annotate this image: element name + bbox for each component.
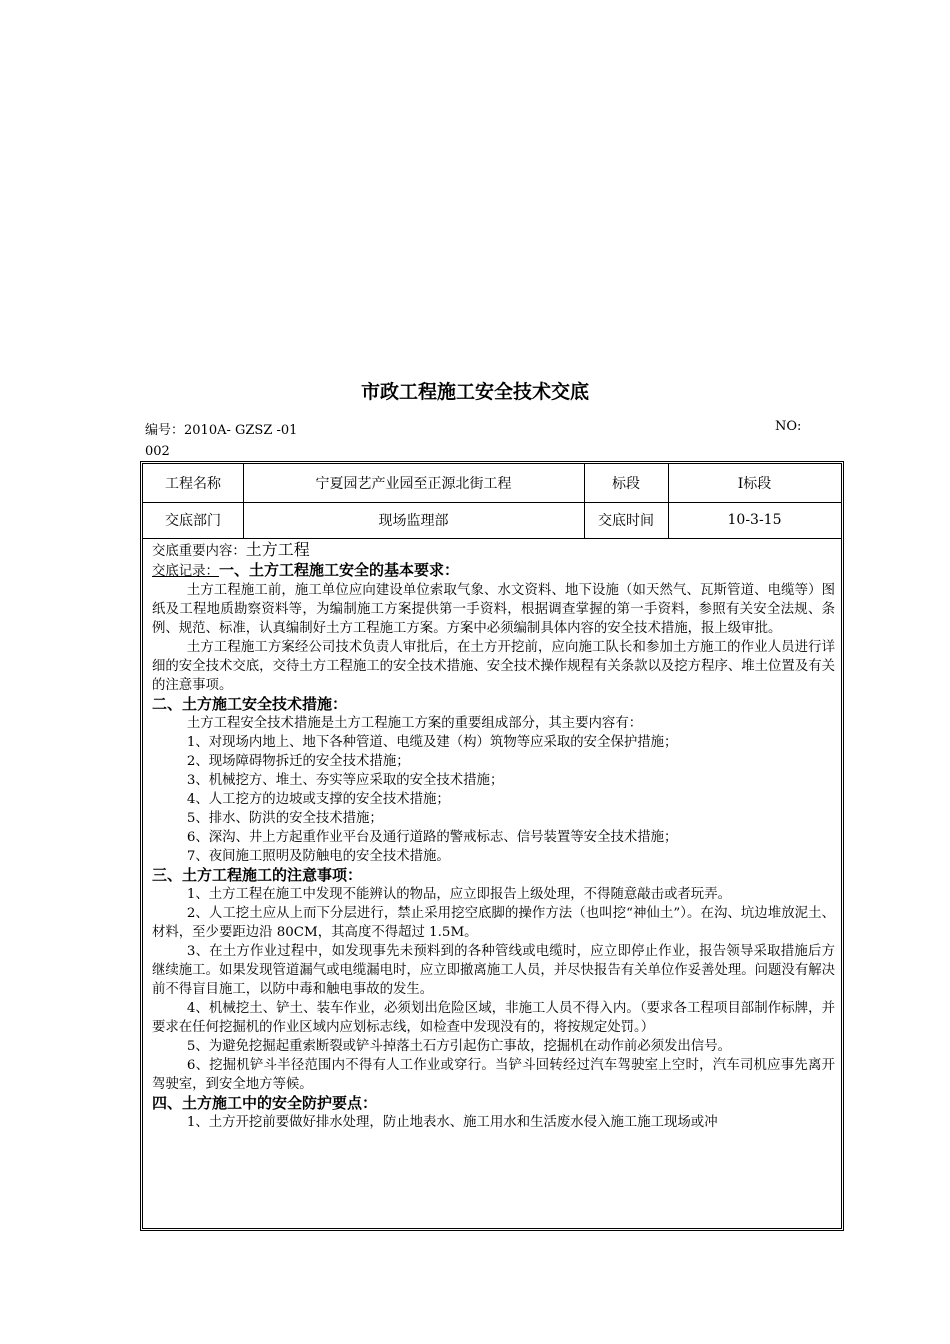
list-item: 2、现场障碍物拆迁的安全技术措施； <box>186 754 410 769</box>
list-item: 4、机械挖土、铲土、装车作业，必须划出危险区域，非施工人员不得入内。（要求各工程项目部制作标牌，并要求在任何挖掘机的作业区域内应划标志线，如检查中发现没有的，将按规定处罚。） <box>152 1001 835 1035</box>
list-item: 3、机械挖方、堆土、夯实等应采取的安全技术措施； <box>186 773 504 788</box>
key-content-value: 土方工程 <box>245 540 310 559</box>
section-1-heading: 一、土方工程施工安全的基本要求： <box>218 561 459 579</box>
list-item: 5、排水、防洪的安全技术措施； <box>186 811 383 826</box>
list-item: 5、为避免挖掘起重索断裂或铲斗掉落土石方引起伤亡事故，挖掘机在动作前必须发出信号。 <box>186 1039 731 1054</box>
doc-number: 编号：2010A- GZSZ -01 <box>145 423 298 438</box>
time-value: 10-3-15 <box>727 512 782 528</box>
no-label: NO: <box>775 419 802 434</box>
key-content-row <box>152 540 835 561</box>
list-item: 7、夜间施工照明及防触电的安全技术措施。 <box>186 849 450 864</box>
page-title: 市政工程施工安全技术交底 <box>360 381 589 403</box>
section-value: Ⅰ标段 <box>737 476 772 492</box>
list-item: 4、人工挖方的边坡或支撑的安全技术措施； <box>186 792 450 807</box>
no-value: 002 <box>145 444 170 459</box>
section-2-heading: 二、土方施工安全技术措施： <box>152 695 348 713</box>
row-divider <box>143 538 841 539</box>
section-3-heading: 三、土方工程施工的注意事项： <box>152 866 363 884</box>
record-label: 交底记录： <box>152 564 219 579</box>
list-item: 1、土方工程在施工中发现不能辨认的物品，应立即报告上级处理，不得随意敲击或者玩弄。 <box>186 887 731 902</box>
project-name-value: 宁夏园艺产业园至正源北街工程 <box>315 476 512 492</box>
list-item: 1、对现场内地上、地下各种管道、电缆及建（构）筑物等应采取的安全保护措施； <box>186 735 678 750</box>
key-content-label: 交底重要内容： <box>152 544 246 559</box>
section-label: 标段 <box>612 476 640 492</box>
list-item: 6、深沟、井上方起重作业平台及通行道路的警戒标志、信号装置等安全技术措施； <box>186 830 678 845</box>
section-1-paragraph: 土方工程施工方案经公司技术负责人审批后，在土方开挖前，应向施工队长和参加土方施工的作业人员进行详细的安全技术交底，交待土方工程施工的安全技术措施、安全技术操作规程有关条款以及挖方程序、堆土位置及有关的注意事项。 <box>152 640 835 693</box>
list-item: 2、人工挖土应从上而下分层进行，禁止采用挖空底脚的操作方法（也叫挖“神仙土”）。在沟、坑边堆放泥土、材料，至少要距边沿 80CM，其高度不得超过 1.5M。 <box>152 906 835 940</box>
project-name-label: 工程名称 <box>165 476 221 492</box>
section-1-paragraph: 土方工程施工前，施工单位应向建设单位索取气象、水文资料、地下设施（如天然气、瓦斯管道、电缆等）图纸及工程地质勘察资料等，为编制施工方案提供第一手资料，根据调查掌握的第一手资料，参照有关安全法规、条例、规范、标准，认真编制好土方工程施工方案。方案中必须编制具体内容的安全技术措施，报上级审批。 <box>152 583 835 636</box>
record-row <box>152 561 835 581</box>
time-label: 交底时间 <box>598 513 654 529</box>
list-item: 3、在土方作业过程中，如发现事先未预料到的各种管线或电缆时，应立即停止作业，报告领导采取措施后方继续施工。如果发现管道漏气或电缆漏电时，应立即撤离施工人员，并尽快报告有关单位作妥善处理。问题没有解决前不得盲目施工，以防中毒和触电事故的发生。 <box>152 944 835 997</box>
dept-value: 现场监理部 <box>378 513 449 529</box>
disclosure-content <box>152 540 835 1132</box>
list-item: 1、土方开挖前要做好排水处理，防止地表水、施工用水和生活废水侵入施工施工现场或冲 <box>186 1115 718 1130</box>
disclosure-table <box>142 463 842 1229</box>
section-4-heading: 四、土方施工中的安全防护要点： <box>152 1094 378 1112</box>
dept-label: 交底部门 <box>165 513 221 529</box>
section-2-intro: 土方工程安全技术措施是土方工程施工方案的重要组成部分，其主要内容有： <box>186 716 643 731</box>
list-item: 6、挖掘机铲斗半径范围内不得有人工作业或穿行。当铲斗回转经过汽车驾驶室上空时，汽车司机应事先离开驾驶室，到安全地方等候。 <box>152 1058 835 1092</box>
